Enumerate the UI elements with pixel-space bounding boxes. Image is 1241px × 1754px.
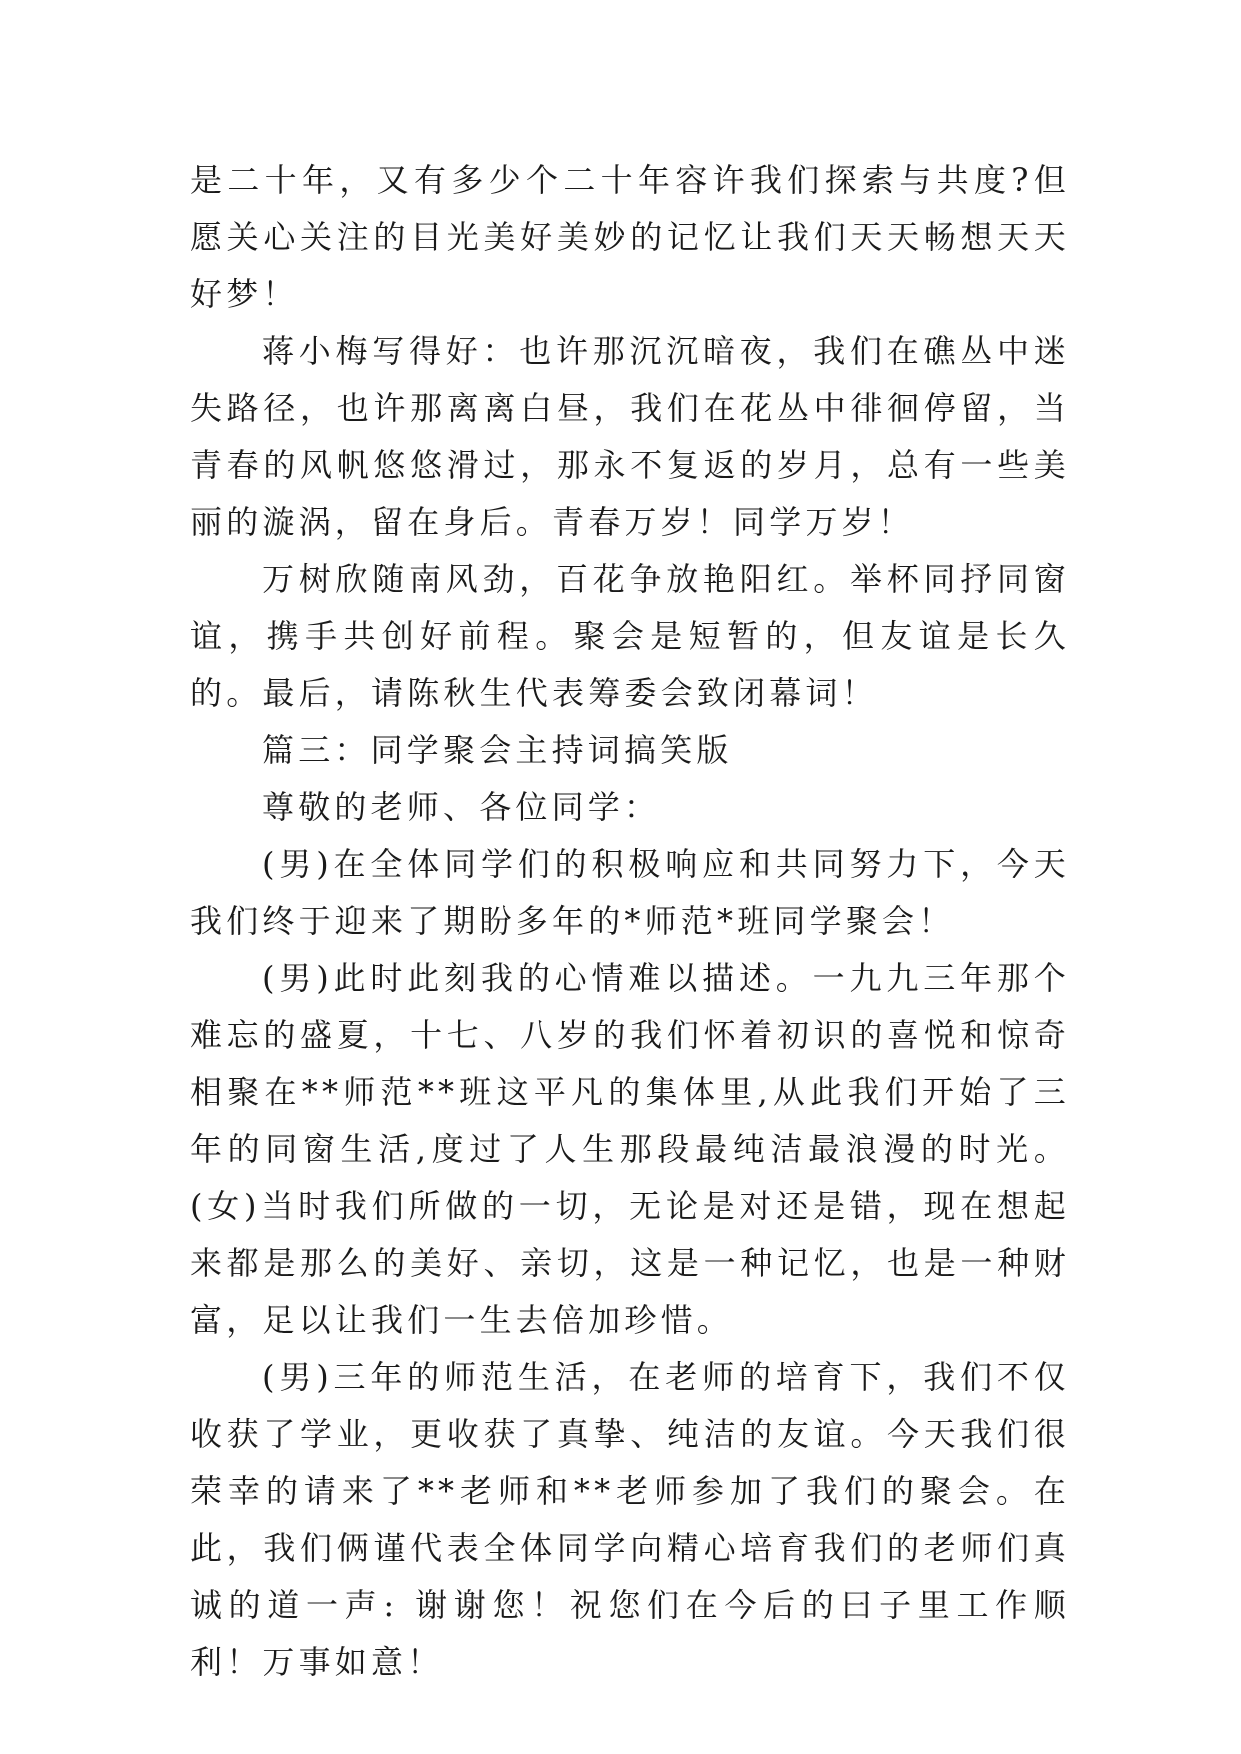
paragraph-6: (男)在全体同学们的积极响应和共同努力下，今天我们终于迎来了期盼多年的*师范*班同学聚会！: [190, 845, 1070, 940]
salutation: 尊敬的老师、各位同学：: [262, 788, 661, 826]
document-body: [190, 152, 1070, 1691]
paragraph-7: (男)此时此刻我的心情难以描述。一九九三年那个难忘的盛夏，十七、八岁的我们怀着初识的喜悦和惊奇相聚在**师范**班这平凡的集体里,从此我们开始了三年的同窗生活,度过了人生那段最纯洁最浪漫的时光。(女)当时我们所做的一切，无论是对还是错，现在想起来都是那么的美好、亲切，这是一种记忆，也是一种财富，足以让我们一生去倍加珍惜。: [190, 959, 1070, 1339]
paragraph-3: 万树欣随南风劲，百花争放艳阳红。举杯同抒同窗谊，携手共创好前程。聚会是短暂的，但友谊是长久的。最后，请陈秋生代表筹委会致闭幕词！: [190, 560, 1070, 712]
paragraph-8: (男)三年的师范生活，在老师的培育下，我们不仅收获了学业，更收获了真挚、纯洁的友谊。今天我们很荣幸的请来了**老师和**老师参加了我们的聚会。在此，我们俩谨代表全体同学向精心培育我们的老师们真诚的道一声: 谢谢您！祝您们在今后的曰子里工作顺利！万事如意！: [190, 1358, 1070, 1681]
section-heading: 篇三：同学聚会主持词搞笑版: [262, 731, 733, 769]
paragraph-2: 蒋小梅写得好：也许那沉沉暗夜，我们在礁丛中迷失路径，也许那离离白昼，我们在花丛中徘徊停留，当青春的风帆悠悠滑过，那永不复返的岁月，总有一些美丽的漩涡，留在身后。青春万岁！同学万岁！: [190, 332, 1070, 541]
paragraph-1: 是二十年，又有多少个二十年容许我们探索与共度?但愿关心关注的目光美好美妙的记忆让我们天天畅想天天好梦！: [190, 161, 1070, 313]
